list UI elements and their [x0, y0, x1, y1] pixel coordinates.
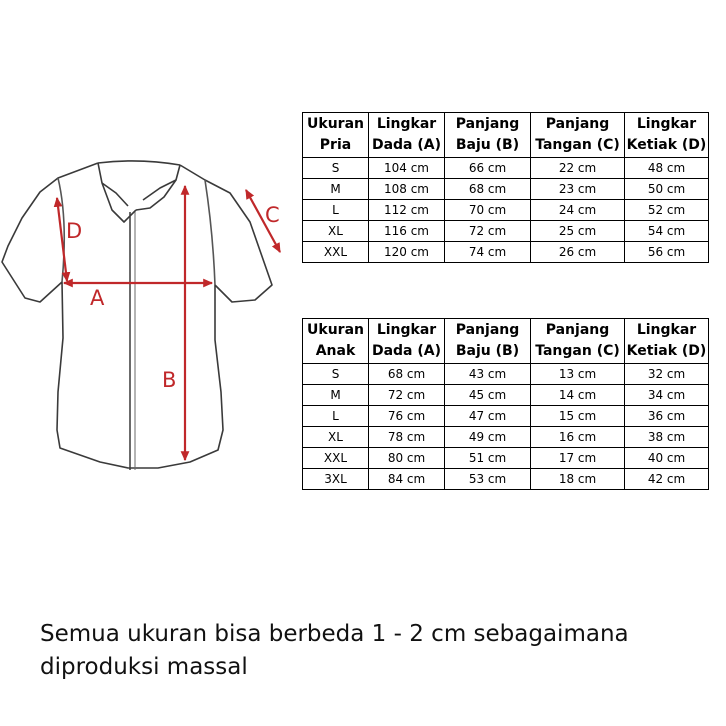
table-cell: 18 cm	[531, 469, 625, 490]
table-cell: 112 cm	[369, 200, 445, 221]
table-cell: 52 cm	[625, 200, 709, 221]
table-cell: 40 cm	[625, 448, 709, 469]
table-cell: 70 cm	[445, 200, 531, 221]
table-cell: 48 cm	[625, 158, 709, 179]
table-cell: 116 cm	[369, 221, 445, 242]
table-cell: 84 cm	[369, 469, 445, 490]
table-cell: 16 cm	[531, 427, 625, 448]
table-cell: 14 cm	[531, 385, 625, 406]
table-row	[303, 385, 709, 406]
table-cell: 34 cm	[625, 385, 709, 406]
table-cell: 32 cm	[625, 364, 709, 385]
table-cell: S	[303, 364, 369, 385]
table-cell: 42 cm	[625, 469, 709, 490]
header-armhole: Lingkar Ketiak (D)	[625, 113, 709, 158]
header-length: Panjang Baju (B)	[445, 113, 531, 158]
table-cell: 104 cm	[369, 158, 445, 179]
header-sleeve: Panjang Tangan (C)	[531, 319, 625, 364]
table-cell: 74 cm	[445, 242, 531, 263]
table-cell: XXL	[303, 448, 369, 469]
table-cell: 78 cm	[369, 427, 445, 448]
table-cell: 23 cm	[531, 179, 625, 200]
table-row	[303, 221, 709, 242]
table-cell: 24 cm	[531, 200, 625, 221]
label-a: A	[90, 286, 105, 310]
table-row	[303, 242, 709, 263]
table-header-row	[303, 319, 709, 364]
table-cell: 17 cm	[531, 448, 625, 469]
header-size: Ukuran Pria	[303, 113, 369, 158]
table-cell: 47 cm	[445, 406, 531, 427]
header-chest: Lingkar Dada (A)	[369, 319, 445, 364]
size-table-kids	[302, 318, 709, 490]
table-cell: 72 cm	[445, 221, 531, 242]
table-cell: 38 cm	[625, 427, 709, 448]
table-cell: 68 cm	[445, 179, 531, 200]
table-row	[303, 406, 709, 427]
table-cell: 56 cm	[625, 242, 709, 263]
shirt-measurement-diagram	[0, 150, 300, 480]
table-cell: 3XL	[303, 469, 369, 490]
table-row	[303, 427, 709, 448]
table-cell: 22 cm	[531, 158, 625, 179]
table-row	[303, 469, 709, 490]
table-row	[303, 158, 709, 179]
table-cell: 80 cm	[369, 448, 445, 469]
table-row	[303, 200, 709, 221]
table-cell: XL	[303, 221, 369, 242]
table-cell: 72 cm	[369, 385, 445, 406]
table-cell: XXL	[303, 242, 369, 263]
table-cell: 15 cm	[531, 406, 625, 427]
table-row	[303, 179, 709, 200]
table-cell: XL	[303, 427, 369, 448]
label-b: B	[162, 368, 177, 392]
note-line-1: Semua ukuran bisa berbeda 1 - 2 cm sebagaimana	[40, 621, 629, 647]
header-size: Ukuran Anak	[303, 319, 369, 364]
table-cell: 76 cm	[369, 406, 445, 427]
header-armhole: Lingkar Ketiak (D)	[625, 319, 709, 364]
size-table-men	[302, 112, 709, 263]
table-cell: 43 cm	[445, 364, 531, 385]
table-cell: 68 cm	[369, 364, 445, 385]
table-cell: 51 cm	[445, 448, 531, 469]
size-disclaimer-note	[40, 618, 720, 684]
table-cell: 54 cm	[625, 221, 709, 242]
shirt-outline	[2, 161, 272, 468]
label-d: D	[66, 219, 83, 243]
table-cell: 120 cm	[369, 242, 445, 263]
table-row	[303, 364, 709, 385]
table-cell: L	[303, 406, 369, 427]
table-cell: 13 cm	[531, 364, 625, 385]
table-cell: 50 cm	[625, 179, 709, 200]
table-cell: 45 cm	[445, 385, 531, 406]
table-cell: 26 cm	[531, 242, 625, 263]
table-cell: M	[303, 179, 369, 200]
table-cell: S	[303, 158, 369, 179]
table-cell: L	[303, 200, 369, 221]
table-cell: 49 cm	[445, 427, 531, 448]
table-cell: 53 cm	[445, 469, 531, 490]
label-c: C	[265, 203, 280, 227]
table-row	[303, 448, 709, 469]
table-header-row	[303, 113, 709, 158]
table-cell: M	[303, 385, 369, 406]
table-cell: 108 cm	[369, 179, 445, 200]
header-chest: Lingkar Dada (A)	[369, 113, 445, 158]
table-cell: 25 cm	[531, 221, 625, 242]
header-sleeve: Panjang Tangan (C)	[531, 113, 625, 158]
table-cell: 36 cm	[625, 406, 709, 427]
table-cell: 66 cm	[445, 158, 531, 179]
header-length: Panjang Baju (B)	[445, 319, 531, 364]
note-line-2: diproduksi massal	[40, 654, 248, 680]
